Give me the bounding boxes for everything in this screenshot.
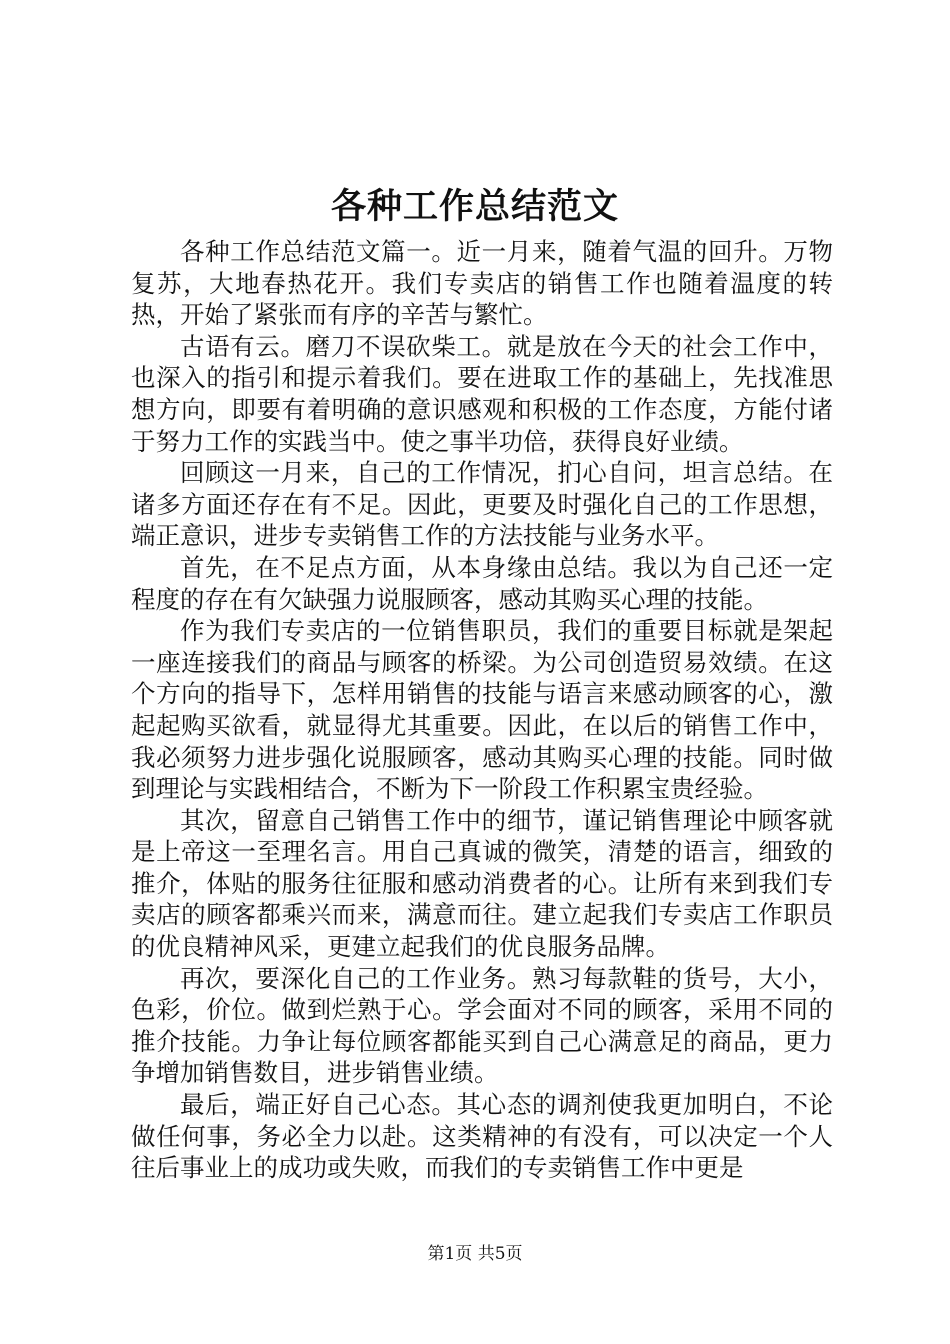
paragraph-1: 各种工作总结范文篇一。近一月来，随着气温的回升。万物复苏，大地春热花开。我们专卖店的销售工作也随着温度的转热，开始了紧张而有序的辛苦与繁忙。 bbox=[131, 237, 833, 330]
paragraph-2: 古语有云。磨刀不误砍柴工。就是放在今天的社会工作中，也深入的指引和提示着我们。要在进取工作的基础上，先找准思想方向，即要有着明确的意识感观和积极的工作态度，方能付诸于努力工作的实践当中。使之事半功倍，获得良好业绩。 bbox=[131, 331, 833, 456]
paragraph-6: 其次，留意自己销售工作中的细节，谨记销售理论中顾客就是上帝这一至理名言。用自己真诚的微笑，清楚的语言，细致的推介，体贴的服务往征服和感动消费者的心。让所有来到我们专卖店的顾客都乘兴而来，满意而往。建立起我们专卖店工作职员的优良精神风采，更建立起我们的优良服务品牌。 bbox=[131, 805, 833, 962]
paragraph-4: 首先，在不足点方面，从本身缘由总结。我以为自己还一定程度的存在有欠缺强力说服顾客，感动其购买心理的技能。 bbox=[131, 552, 833, 614]
document-title: 各种工作总结范文 bbox=[330, 186, 619, 227]
paragraph-5: 作为我们专卖店的一位销售职员，我们的重要目标就是架起一座连接我们的商品与顾客的桥梁。为公司创造贸易效绩。在这个方向的指导下，怎样用销售的技能与语言来感动顾客的心，激起起购买欲看，就显得尤其重要。因此，在以后的销售工作中，我必须努力进步强化说服顾客，感动其购买心理的技能。同时做到理论与实践相结合，不断为下一阶段工作积累宝贵经验。 bbox=[131, 616, 833, 804]
page-number-footer: 第1页 共5页 bbox=[427, 1244, 523, 1264]
paragraph-3: 回顾这一月来，自己的工作情况，扪心自问，坦言总结。在诸多方面还存在有不足。因此，更要及时强化自己的工作思想，端正意识，进步专卖销售工作的方法技能与业务水平。 bbox=[131, 458, 833, 551]
paragraph-7: 再次，要深化自己的工作业务。熟习每款鞋的货号，大小，色彩，价位。做到烂熟于心。学会面对不同的顾客，采用不同的推介技能。力争让每位顾客都能买到自己心满意足的商品，更力争增加销售数目，进步销售业绩。 bbox=[131, 963, 833, 1088]
document-body bbox=[131, 236, 833, 1184]
paragraph-8: 最后，端正好自己心态。其心态的调剂使我更加明白，不论做任何事，务必全力以赴。这类精神的有没有，可以决定一个人往后事业上的成功或失败，而我们的专卖销售工作中更是 bbox=[131, 1090, 833, 1183]
